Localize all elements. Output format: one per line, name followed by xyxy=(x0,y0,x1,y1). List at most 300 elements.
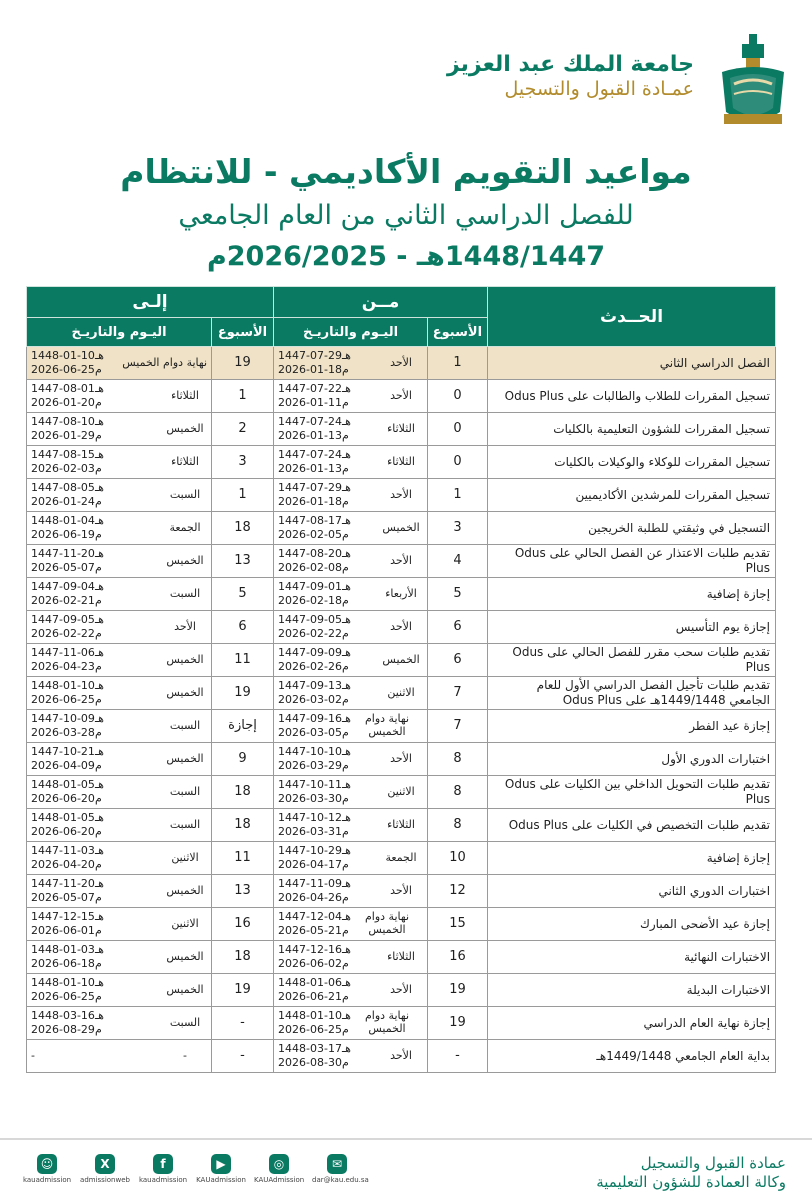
instagram-icon: ◎ xyxy=(269,1154,289,1174)
to-daydate-cell xyxy=(27,446,212,479)
from-gregorian-date: 2026-03-02م xyxy=(278,693,349,706)
to-daydate-cell xyxy=(27,479,212,512)
to-day: الجمعة xyxy=(169,520,201,534)
to-week-cell: 19 xyxy=(212,347,274,380)
to-day: الاثنين xyxy=(171,916,199,930)
table-row xyxy=(27,809,776,842)
to-gregorian-date: 2026-01-20م xyxy=(31,396,102,409)
from-gregorian-date: 2026-01-18م xyxy=(278,495,349,508)
to-day: الخميس xyxy=(166,751,204,765)
to-dates xyxy=(31,547,104,575)
from-week-cell: - xyxy=(428,1040,488,1073)
from-daydate xyxy=(278,679,423,707)
from-daydate-cell xyxy=(274,644,428,677)
to-daydate xyxy=(31,712,207,740)
from-gregorian-date: 2026-04-17م xyxy=(278,858,349,871)
table-row xyxy=(27,380,776,413)
from-daydate-cell xyxy=(274,974,428,1007)
from-daydate xyxy=(278,943,423,971)
from-daydate-cell xyxy=(274,875,428,908)
table-row xyxy=(27,875,776,908)
to-day: السبت xyxy=(169,586,201,600)
from-gregorian-date: 2026-02-08م xyxy=(278,561,349,574)
to-gregorian-date: 2026-04-20م xyxy=(31,858,102,871)
from-week-cell: 6 xyxy=(428,611,488,644)
from-daydate-cell xyxy=(274,941,428,974)
from-daydate xyxy=(278,778,423,806)
to-day: الخميس xyxy=(166,685,204,699)
from-gregorian-date: 2026-04-26م xyxy=(278,891,349,904)
to-hijri-date: 1448-01-05هـ xyxy=(31,811,104,825)
to-daydate-cell xyxy=(27,974,212,1007)
to-daydate xyxy=(31,778,207,806)
to-week-cell: 13 xyxy=(212,875,274,908)
from-day: الخميس xyxy=(382,652,420,666)
from-dates xyxy=(278,712,351,740)
to-hijri-date: 1448-01-10هـ xyxy=(31,976,104,990)
to-daydate xyxy=(31,745,207,773)
table-row xyxy=(27,545,776,578)
to-dates xyxy=(31,877,104,905)
to-week-cell: 18 xyxy=(212,512,274,545)
from-dates xyxy=(278,943,351,971)
from-daydate xyxy=(278,349,423,377)
table-body xyxy=(27,347,776,1073)
to-hijri-date: - xyxy=(31,1049,35,1063)
to-week-cell: 6 xyxy=(212,611,274,644)
table-row xyxy=(27,974,776,1007)
event-cell: بداية العام الجامعي 1449/1448هـ xyxy=(488,1040,776,1073)
kau-logo-icon xyxy=(716,32,790,132)
to-daydate xyxy=(31,646,207,674)
to-dates xyxy=(31,646,104,674)
from-gregorian-date: 2026-08-30م xyxy=(278,1056,349,1069)
from-week-cell: 12 xyxy=(428,875,488,908)
from-dates xyxy=(278,448,351,476)
from-daydate xyxy=(278,1042,423,1070)
event-cell: إجازة إضافية xyxy=(488,842,776,875)
from-dates xyxy=(278,646,351,674)
from-dates xyxy=(278,811,351,839)
from-day: الثلاثاء xyxy=(387,949,415,963)
from-week-cell: 15 xyxy=(428,908,488,941)
from-dates xyxy=(278,877,351,905)
footer-deanship: عمادة القبول والتسجيل xyxy=(640,1154,786,1172)
to-dates xyxy=(31,910,104,938)
from-dates xyxy=(278,778,351,806)
event-cell: تقديم طلبات الاعتذار عن الفصل الحالي على Odus Plus xyxy=(488,545,776,578)
from-gregorian-date: 2026-03-30م xyxy=(278,792,349,805)
from-day: الأحد xyxy=(390,355,412,369)
table-row xyxy=(27,644,776,677)
event-cell: الفصل الدراسي الثاني xyxy=(488,347,776,380)
from-daydate-cell xyxy=(274,446,428,479)
to-gregorian-date: 2026-03-28م xyxy=(31,726,102,739)
to-week-cell: 16 xyxy=(212,908,274,941)
to-daydate-cell xyxy=(27,743,212,776)
event-cell: تسجيل المقررات للوكلاء والوكيلات بالكليات xyxy=(488,446,776,479)
from-daydate xyxy=(278,547,423,575)
university-name: جامعة الملك عبد العزيز xyxy=(446,52,694,77)
from-week-cell: 3 xyxy=(428,512,488,545)
to-day: الخميس xyxy=(166,949,204,963)
from-daydate xyxy=(278,580,423,608)
from-hijri-date: 1447-07-24هـ xyxy=(278,415,351,429)
to-day: الخميس xyxy=(166,982,204,996)
social-link[interactable] xyxy=(254,1154,304,1184)
from-week-cell: 8 xyxy=(428,809,488,842)
event-cell: تقديم طلبات تأجيل الفصل الدراسي الأول للعام الجامعي 1449/1448هـ على Odus Plus xyxy=(488,677,776,710)
to-daydate xyxy=(31,448,207,476)
to-dates xyxy=(31,1009,104,1037)
to-day: السبت xyxy=(169,784,201,798)
to-hijri-date: 1447-11-03هـ xyxy=(31,844,104,858)
from-hijri-date: 1447-10-10هـ xyxy=(278,745,351,759)
from-daydate xyxy=(278,877,423,905)
to-hijri-date: 1447-10-09هـ xyxy=(31,712,104,726)
to-gregorian-date: 2026-06-18م xyxy=(31,957,102,970)
table-row xyxy=(27,512,776,545)
from-hijri-date: 1447-09-01هـ xyxy=(278,580,351,594)
event-cell: التسجيل في وثيقتي للطلبة الخريجين xyxy=(488,512,776,545)
to-gregorian-date: 2026-04-09م xyxy=(31,759,102,772)
from-day: الثلاثاء xyxy=(387,817,415,831)
to-daydate xyxy=(31,481,207,509)
table-row xyxy=(27,908,776,941)
from-daydate xyxy=(278,844,423,872)
from-dates xyxy=(278,1042,351,1070)
footer xyxy=(0,1138,812,1202)
to-daydate xyxy=(31,811,207,839)
from-hijri-date: 1447-10-29هـ xyxy=(278,844,351,858)
event-cell: تقديم طلبات التخصيص في الكليات على Odus Plus xyxy=(488,809,776,842)
from-gregorian-date: 2026-06-21م xyxy=(278,990,349,1003)
from-hijri-date: 1447-10-11هـ xyxy=(278,778,351,792)
event-cell: إجازة عيد الفطر xyxy=(488,710,776,743)
from-gregorian-date: 2026-03-31م xyxy=(278,825,349,838)
to-daydate-cell xyxy=(27,809,212,842)
from-hijri-date: 1447-09-16هـ xyxy=(278,712,351,726)
from-day: الخميس xyxy=(382,520,420,534)
social-label: admissionweb xyxy=(80,1176,130,1184)
to-gregorian-date: 2026-06-25م xyxy=(31,990,102,1003)
from-week-cell: 7 xyxy=(428,677,488,710)
to-week-cell: - xyxy=(212,1007,274,1040)
from-dates xyxy=(278,514,351,542)
table-row xyxy=(27,941,776,974)
from-daydate-cell xyxy=(274,1040,428,1073)
from-gregorian-date: 2026-06-25م xyxy=(278,1023,349,1036)
header-to-week: الأسبوع xyxy=(212,318,274,347)
from-week-cell: 10 xyxy=(428,842,488,875)
to-daydate xyxy=(31,1009,207,1037)
to-day: السبت xyxy=(169,817,201,831)
to-daydate-cell xyxy=(27,842,212,875)
to-daydate-cell xyxy=(27,875,212,908)
from-day: نهاية دوام الخميس xyxy=(364,712,410,738)
from-daydate-cell xyxy=(274,413,428,446)
to-hijri-date: 1447-11-20هـ xyxy=(31,877,104,891)
to-week-cell: 1 xyxy=(212,380,274,413)
to-day: الاثنين xyxy=(171,850,199,864)
from-week-cell: 0 xyxy=(428,380,488,413)
event-cell: تقديم طلبات سحب مقرر للفصل الحالي على Odus Plus xyxy=(488,644,776,677)
from-daydate xyxy=(278,481,423,509)
social-link[interactable] xyxy=(138,1154,188,1184)
from-daydate-cell xyxy=(274,842,428,875)
social-label: kauadmission xyxy=(22,1176,72,1184)
to-day: الثلاثاء xyxy=(171,388,199,402)
from-daydate-cell xyxy=(274,347,428,380)
from-day: الاثنين xyxy=(387,784,415,798)
table-row xyxy=(27,347,776,380)
from-gregorian-date: 2026-05-21م xyxy=(278,924,349,937)
from-hijri-date: 1447-07-24هـ xyxy=(278,448,351,462)
from-hijri-date: 1448-01-06هـ xyxy=(278,976,351,990)
email-icon: ✉ xyxy=(327,1154,347,1174)
to-hijri-date: 1447-10-21هـ xyxy=(31,745,104,759)
header xyxy=(22,30,790,140)
to-dates xyxy=(31,580,104,608)
to-gregorian-date: 2026-01-24م xyxy=(31,495,102,508)
social-link[interactable] xyxy=(22,1154,72,1184)
to-hijri-date: 1448-01-03هـ xyxy=(31,943,104,957)
from-dates xyxy=(278,613,351,641)
from-week-cell: 7 xyxy=(428,710,488,743)
to-week-cell: 9 xyxy=(212,743,274,776)
to-daydate-cell xyxy=(27,512,212,545)
to-hijri-date: 1448-03-16هـ xyxy=(31,1009,104,1023)
to-daydate xyxy=(31,580,207,608)
to-day: نهاية دوام الخميس xyxy=(122,355,208,369)
from-day: الأحد xyxy=(390,487,412,501)
to-dates xyxy=(31,943,104,971)
from-week-cell: 6 xyxy=(428,644,488,677)
to-day: الخميس xyxy=(166,652,204,666)
event-cell: إجازة إضافية xyxy=(488,578,776,611)
social-link[interactable] xyxy=(80,1154,130,1184)
footer-agency: وكالة العمادة للشؤون التعليمية xyxy=(596,1172,786,1191)
to-week-cell: 2 xyxy=(212,413,274,446)
event-cell: إجازة نهاية العام الدراسي xyxy=(488,1007,776,1040)
to-gregorian-date: 2026-02-03م xyxy=(31,462,102,475)
from-daydate-cell xyxy=(274,1007,428,1040)
from-day: الأحد xyxy=(390,982,412,996)
from-dates xyxy=(278,745,351,773)
to-week-cell: 18 xyxy=(212,941,274,974)
from-day: الاثنين xyxy=(387,685,415,699)
social-label: kauadmission xyxy=(138,1176,188,1184)
to-day: الخميس xyxy=(166,553,204,567)
from-dates xyxy=(278,415,351,443)
to-daydate xyxy=(31,844,207,872)
to-gregorian-date: 2026-06-19م xyxy=(31,528,102,541)
from-week-cell: 4 xyxy=(428,545,488,578)
to-day: السبت xyxy=(169,718,201,732)
to-hijri-date: 1447-08-01هـ xyxy=(31,382,104,396)
header-from-week: الأسبوع xyxy=(428,318,488,347)
from-dates xyxy=(278,844,351,872)
deanship-name: عمـادة القبول والتسجيل xyxy=(504,78,694,101)
from-daydate-cell xyxy=(274,380,428,413)
from-gregorian-date: 2026-01-13م xyxy=(278,462,349,475)
to-week-cell: 5 xyxy=(212,578,274,611)
from-hijri-date: 1447-10-12هـ xyxy=(278,811,351,825)
to-dates xyxy=(31,745,104,773)
to-hijri-date: 1447-08-15هـ xyxy=(31,448,104,462)
to-daydate-cell xyxy=(27,677,212,710)
to-hijri-date: 1448-01-10هـ xyxy=(31,679,104,693)
to-hijri-date: 1447-11-20هـ xyxy=(31,547,104,561)
to-week-cell: إجازة xyxy=(212,710,274,743)
to-daydate xyxy=(31,1049,207,1063)
from-week-cell: 8 xyxy=(428,776,488,809)
from-hijri-date: 1447-08-20هـ xyxy=(278,547,351,561)
to-gregorian-date: 2026-06-20م xyxy=(31,825,102,838)
from-daydate-cell xyxy=(274,479,428,512)
to-week-cell: 19 xyxy=(212,974,274,1007)
table-row xyxy=(27,413,776,446)
from-daydate xyxy=(278,613,423,641)
to-daydate-cell xyxy=(27,908,212,941)
to-daydate xyxy=(31,910,207,938)
to-gregorian-date: 2026-06-20م xyxy=(31,792,102,805)
from-week-cell: 5 xyxy=(428,578,488,611)
from-daydate-cell xyxy=(274,776,428,809)
to-hijri-date: 1448-01-05هـ xyxy=(31,778,104,792)
to-dates xyxy=(31,514,104,542)
from-day: الأربعاء xyxy=(385,586,417,600)
to-daydate xyxy=(31,877,207,905)
from-daydate-cell xyxy=(274,677,428,710)
from-daydate xyxy=(278,415,423,443)
x-icon: X xyxy=(95,1154,115,1174)
from-gregorian-date: 2026-02-26م xyxy=(278,660,349,673)
from-day: الأحد xyxy=(390,388,412,402)
to-dates xyxy=(31,712,104,740)
from-daydate xyxy=(278,910,423,938)
to-day: السبت xyxy=(169,1015,201,1029)
from-day: الأحد xyxy=(390,883,412,897)
to-hijri-date: 1447-09-05هـ xyxy=(31,613,104,627)
to-week-cell: 18 xyxy=(212,776,274,809)
to-week-cell: 1 xyxy=(212,479,274,512)
youtube-icon: ▶ xyxy=(211,1154,231,1174)
event-cell: الاختبارات البديلة xyxy=(488,974,776,1007)
to-week-cell: - xyxy=(212,1040,274,1073)
to-dates xyxy=(31,1049,35,1063)
table-row xyxy=(27,677,776,710)
to-daydate-cell xyxy=(27,1007,212,1040)
header-to: إلـى xyxy=(27,287,274,318)
from-hijri-date: 1447-07-29هـ xyxy=(278,349,351,363)
from-daydate xyxy=(278,811,423,839)
from-gregorian-date: 2026-01-18م xyxy=(278,363,349,376)
from-daydate xyxy=(278,745,423,773)
from-daydate xyxy=(278,514,423,542)
from-dates xyxy=(278,349,351,377)
event-cell: الاختبارات النهائية xyxy=(488,941,776,974)
from-daydate xyxy=(278,646,423,674)
from-gregorian-date: 2026-06-02م xyxy=(278,957,349,970)
social-link[interactable] xyxy=(196,1154,246,1184)
to-gregorian-date: 2026-06-25م xyxy=(31,693,102,706)
from-day: نهاية دوام الخميس xyxy=(364,910,410,936)
event-cell: تسجيل المقررات للطلاب والطالبات على Odus Plus xyxy=(488,380,776,413)
from-daydate xyxy=(278,712,423,740)
to-daydate xyxy=(31,415,207,443)
from-week-cell: 1 xyxy=(428,347,488,380)
to-dates xyxy=(31,349,104,377)
to-daydate-cell xyxy=(27,776,212,809)
to-dates xyxy=(31,613,104,641)
to-gregorian-date: 2026-02-22م xyxy=(31,627,102,640)
from-week-cell: 1 xyxy=(428,479,488,512)
from-day: نهاية دوام الخميس xyxy=(364,1009,410,1035)
from-daydate-cell xyxy=(274,545,428,578)
to-dates xyxy=(31,778,104,806)
from-daydate-cell xyxy=(274,809,428,842)
to-gregorian-date: 2026-05-07م xyxy=(31,891,102,904)
to-week-cell: 18 xyxy=(212,809,274,842)
to-week-cell: 19 xyxy=(212,677,274,710)
from-daydate xyxy=(278,976,423,1004)
from-hijri-date: 1447-12-16هـ xyxy=(278,943,351,957)
to-daydate-cell xyxy=(27,710,212,743)
from-daydate xyxy=(278,382,423,410)
to-daydate-cell xyxy=(27,1040,212,1073)
to-daydate-cell xyxy=(27,941,212,974)
to-week-cell: 13 xyxy=(212,545,274,578)
from-day: الثلاثاء xyxy=(387,421,415,435)
to-daydate xyxy=(31,349,207,377)
snapchat-icon: ☺ xyxy=(37,1154,57,1174)
subtitle: للفصل الدراسي الثاني من العام الجامعي xyxy=(178,199,634,231)
to-hijri-date: 1448-01-10هـ xyxy=(31,349,104,363)
from-daydate-cell xyxy=(274,578,428,611)
event-cell: إجازة يوم التأسيس xyxy=(488,611,776,644)
from-week-cell: 19 xyxy=(428,1007,488,1040)
from-hijri-date: 1447-07-22هـ xyxy=(278,382,351,396)
to-gregorian-date: 2026-05-07م xyxy=(31,561,102,574)
to-daydate-cell xyxy=(27,611,212,644)
from-daydate xyxy=(278,448,423,476)
social-link[interactable] xyxy=(312,1154,369,1184)
title-block xyxy=(0,152,812,277)
from-gregorian-date: 2026-02-05م xyxy=(278,528,349,541)
year-title: 1448/1447هـ - 2026/2025م xyxy=(206,240,606,272)
social-label: KAUadmission xyxy=(196,1176,246,1184)
table-row xyxy=(27,611,776,644)
event-cell: تسجيل المقررات للشؤون التعليمية بالكليات xyxy=(488,413,776,446)
table-row xyxy=(27,776,776,809)
to-daydate-cell xyxy=(27,578,212,611)
event-cell: اختبارات الدوري الثاني xyxy=(488,875,776,908)
from-hijri-date: 1447-08-17هـ xyxy=(278,514,351,528)
to-week-cell: 11 xyxy=(212,842,274,875)
from-daydate-cell xyxy=(274,908,428,941)
to-dates xyxy=(31,481,104,509)
to-gregorian-date: 2026-08-29م xyxy=(31,1023,102,1036)
header-event: الحــدث xyxy=(488,287,776,347)
from-dates xyxy=(278,679,351,707)
table-row xyxy=(27,743,776,776)
event-cell: اختبارات الدوري الأول xyxy=(488,743,776,776)
calendar-table xyxy=(26,286,776,1073)
to-daydate-cell xyxy=(27,380,212,413)
from-day: الأحد xyxy=(390,619,412,633)
to-dates xyxy=(31,448,104,476)
